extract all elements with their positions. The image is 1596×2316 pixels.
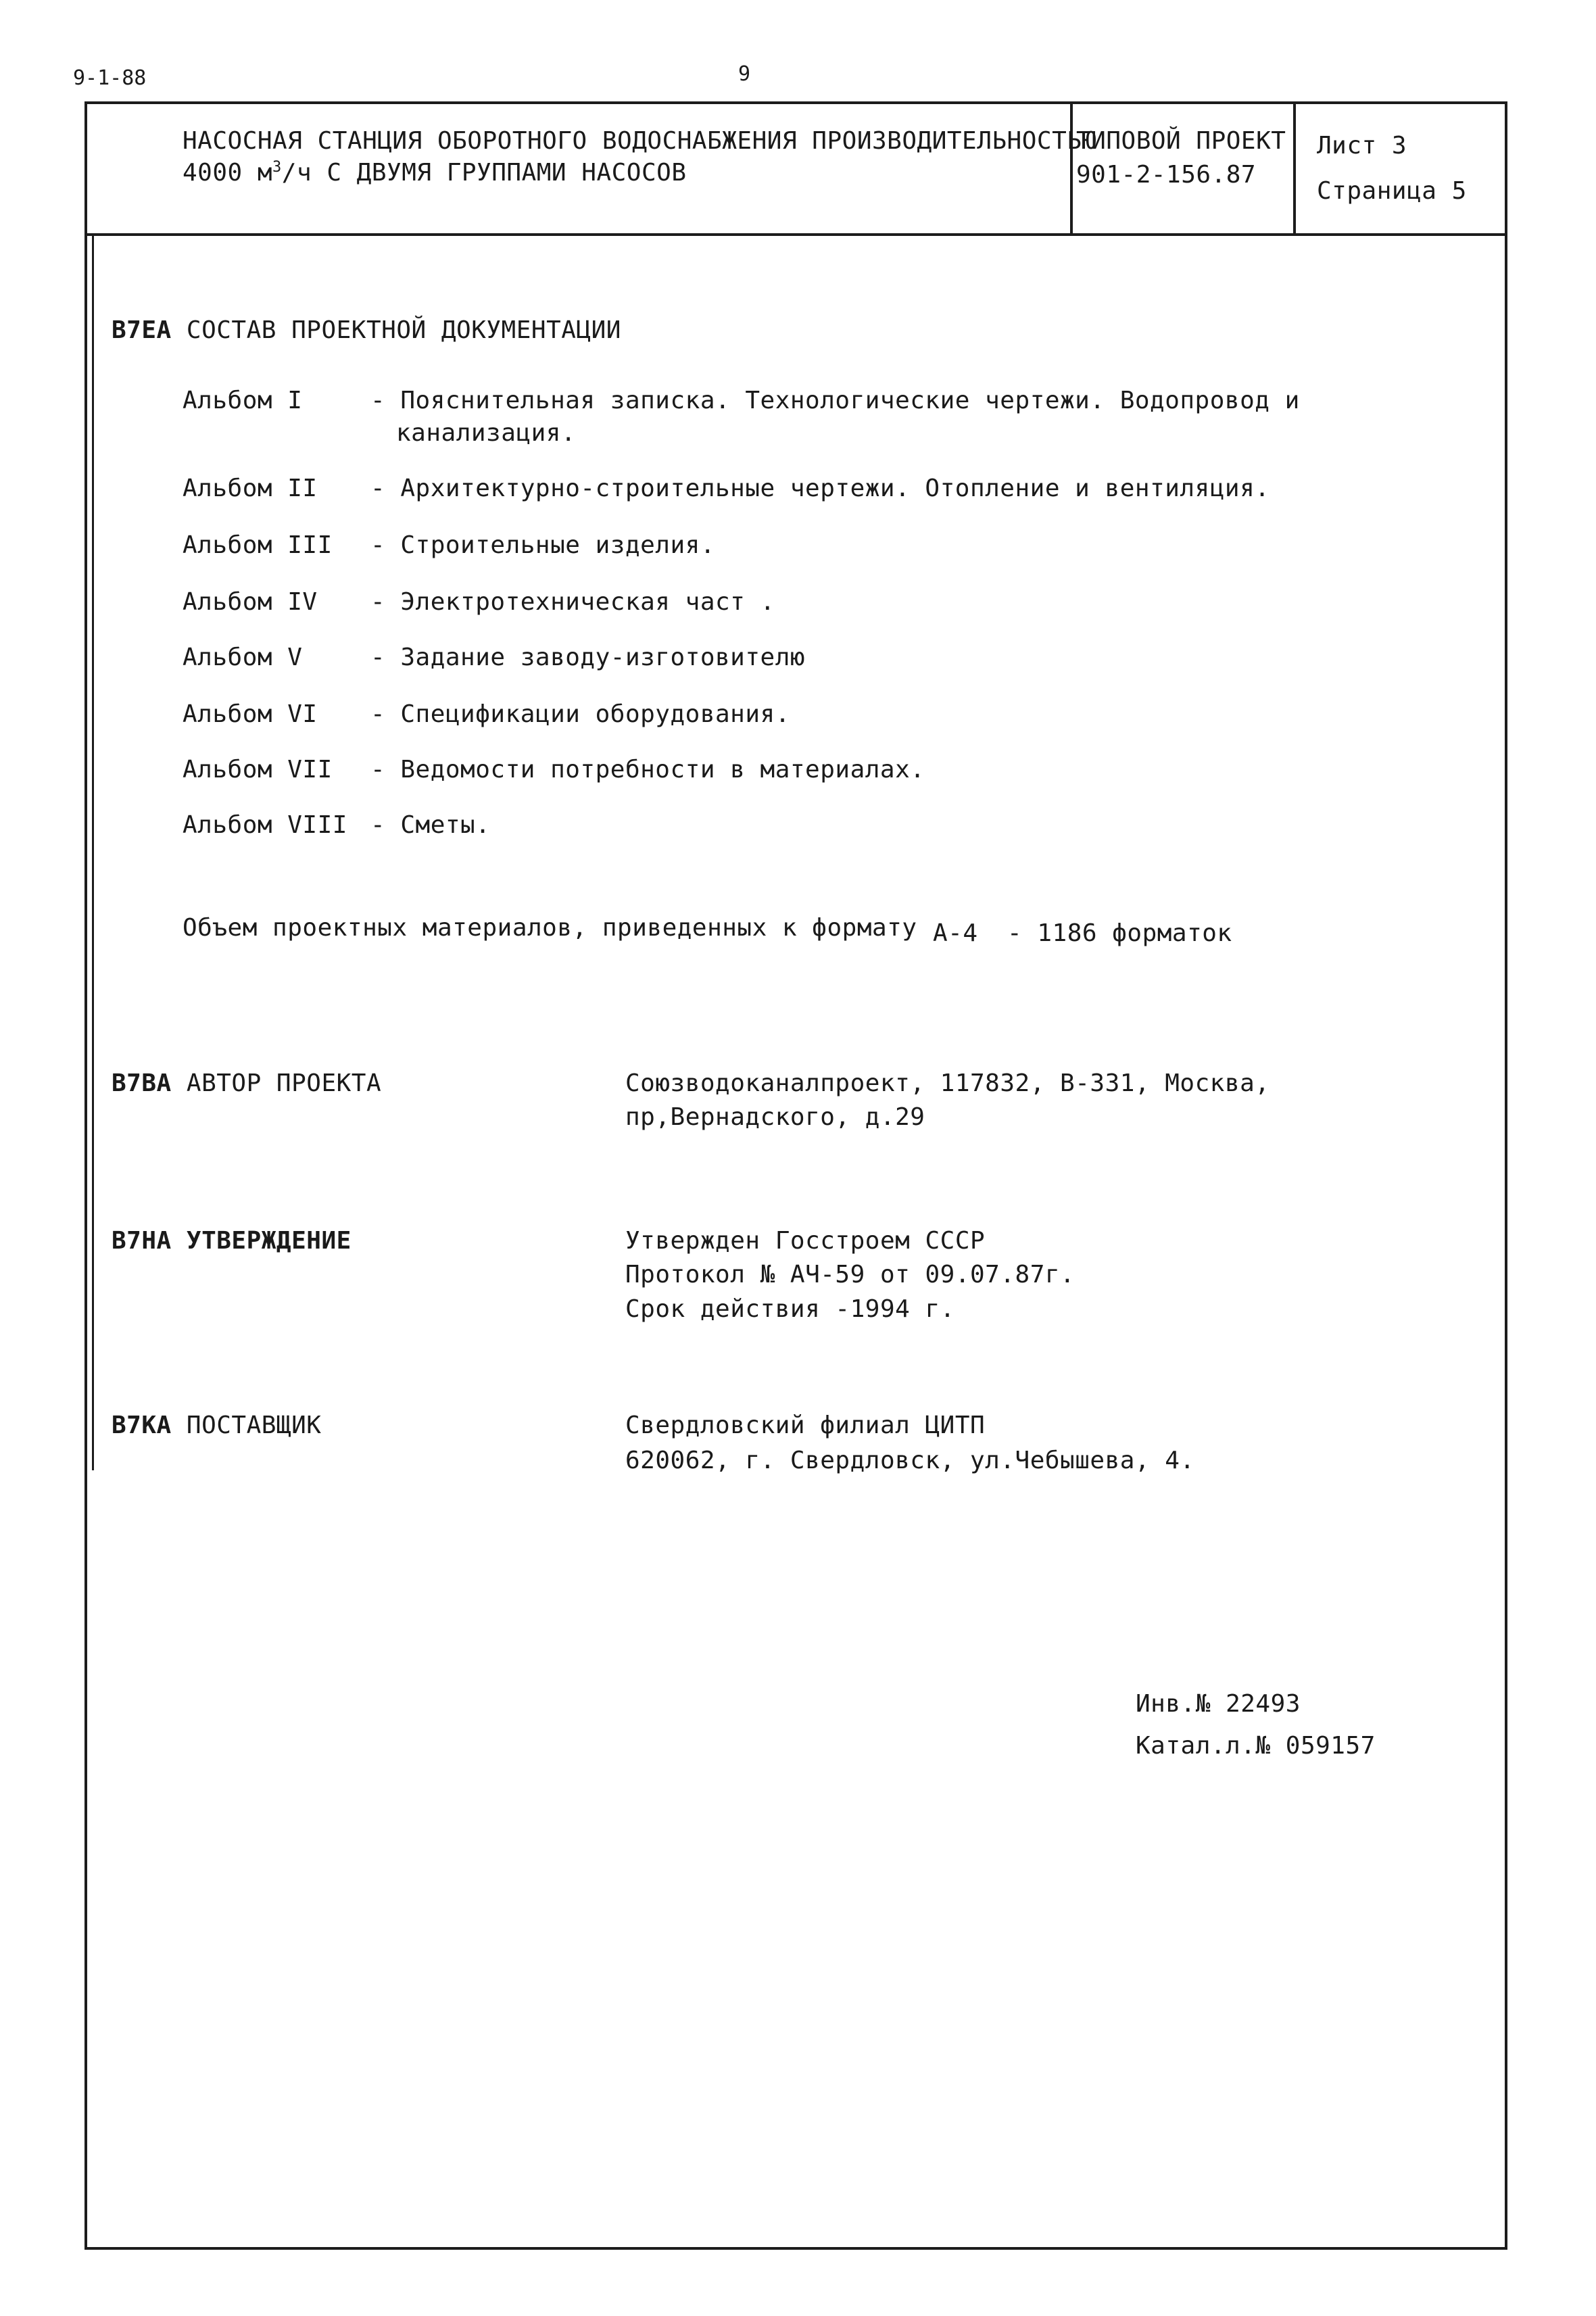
album-description: - Ведомости потребности в материалах. — [370, 756, 925, 783]
page-number: 9 — [738, 62, 751, 86]
author-line-1: Союзводоканалпроект, 117832, В-331, Москва, — [625, 1069, 1270, 1097]
album-description: - Электротехническая част . — [370, 588, 775, 616]
album-description-cont: канализация. — [396, 419, 577, 447]
project-number: 901-2-156.87 — [1076, 161, 1257, 189]
volume-text: Объем проектных материалов, приведенных к формату — [183, 914, 917, 942]
approval-heading: В7НА УТВЕРЖДЕНИЕ — [112, 1227, 352, 1255]
album-description: - Архитектурно-строительные чертежи. Отопление и вентиляция. — [370, 475, 1270, 502]
album-description: - Задание заводу-изготовителю — [370, 644, 806, 671]
album-description: - Строительные изделия. — [370, 531, 715, 559]
sheet-number: Лист 3 — [1317, 132, 1407, 160]
header-col-divider-2 — [1293, 101, 1296, 235]
author-heading: В7ВА АВТОР ПРОЕКТА — [112, 1069, 382, 1097]
approval-line-2: Протокол № АЧ-59 от 09.07.87г. — [625, 1261, 1075, 1288]
volume-format: А-4 — [933, 919, 978, 947]
page-corner-code: 9-1-88 — [73, 66, 147, 90]
supplier-heading: В7КА ПОСТАВЩИК — [112, 1412, 322, 1439]
album-name: Альбом IV — [183, 588, 318, 616]
title-line-1: НАСОСНАЯ СТАНЦИЯ ОБОРОТНОГО ВОДОСНАБЖЕНИЯ ПРОИЗВОДИТЕЛЬНОСТЬЮ — [183, 127, 1097, 155]
album-name: Альбом VII — [183, 756, 333, 783]
margin-line — [92, 233, 94, 1470]
approval-line-3: Срок действия -1994 г. — [625, 1295, 955, 1323]
supplier-line-2: 620062, г. Свердловск, ул.Чебышева, 4. — [625, 1447, 1195, 1474]
author-line-2: пр,Вернадского, д.29 — [625, 1103, 925, 1131]
supplier-line-1: Свердловский филиал ЦИТП — [625, 1412, 986, 1439]
album-name: Альбом II — [183, 475, 318, 502]
page-label: Страница 5 — [1317, 177, 1467, 205]
inventory-number: Инв.№ 22493 — [1136, 1690, 1301, 1718]
document-frame — [84, 101, 1507, 2250]
album-description: - Спецификации оборудования. — [370, 700, 790, 728]
header-col-divider-1 — [1070, 101, 1073, 235]
album-description: - Пояснительная записка. Технологические чертежи. Водопровод и — [370, 387, 1300, 414]
album-name: Альбом V — [183, 644, 303, 671]
album-name: Альбом III — [183, 531, 333, 559]
project-label: ТИПОВОЙ ПРОЕКТ — [1076, 127, 1286, 155]
album-name: Альбом I — [183, 387, 303, 414]
composition-heading: В7ЕА СОСТАВ ПРОЕКТНОЙ ДОКУМЕНТАЦИИ — [112, 316, 621, 344]
catalog-number: Катал.л.№ 059157 — [1136, 1732, 1376, 1760]
album-description: - Сметы. — [370, 811, 491, 839]
volume-count: - 1186 форматок — [1007, 919, 1232, 947]
album-name: Альбом VIII — [183, 811, 347, 839]
album-name: Альбом VI — [183, 700, 318, 728]
title-line-2: 4000 $м^3/ч$ С ДВУМЯ ГРУППАМИ НАСОСОВ — [183, 159, 687, 187]
approval-line-1: Утвержден Госстроем СССР — [625, 1227, 986, 1255]
